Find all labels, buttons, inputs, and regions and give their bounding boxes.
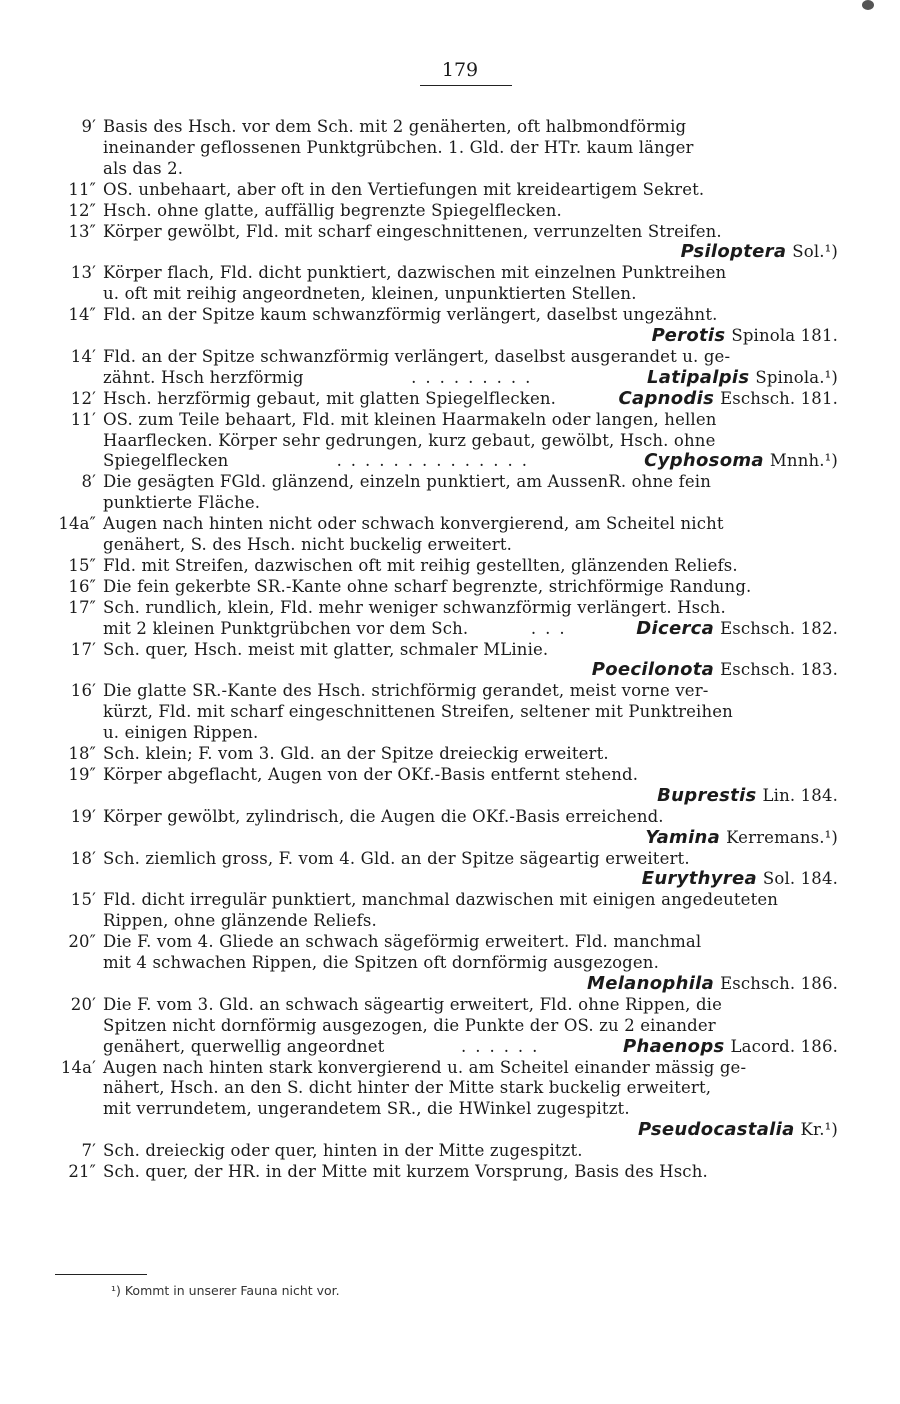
couplet-number: 17″ — [68, 597, 96, 617]
couplet-number: 16″ — [68, 576, 96, 596]
genus-name: Capnodis — [618, 387, 715, 409]
genus-author: Eschsch. 186. — [720, 973, 838, 993]
footnote-rule — [55, 1274, 147, 1275]
key-line-with-genus — [103, 617, 838, 639]
couplet-number: 16′ — [70, 681, 96, 701]
couplet-number: 11″ — [68, 179, 96, 199]
key-line: Fld. dicht irregulär punktiert, manchmal dazwischen mit einigen angedeuteten — [103, 890, 779, 910]
couplet-number: 14′ — [70, 346, 96, 366]
genus-author: Mnnh.¹) — [769, 451, 838, 471]
genus-line — [103, 661, 838, 679]
key-line-with-genus — [103, 387, 838, 409]
genus-name: Yamina — [645, 826, 721, 848]
couplet-number: 9′ — [81, 117, 96, 136]
couplet-number: 19″ — [68, 764, 96, 784]
leader-dots: ...... — [460, 1036, 547, 1056]
genus-line — [103, 327, 838, 345]
genus-author: Lin. 184. — [762, 785, 838, 805]
couplet-number: 13′ — [70, 263, 96, 283]
couplet-number: 18″ — [68, 744, 96, 763]
key-line: u. einigen Rippen. — [103, 723, 259, 743]
genus-line — [103, 1121, 838, 1139]
genus-name: Eurythyrea — [641, 868, 757, 890]
couplet-number: 20″ — [68, 932, 96, 952]
couplet-number: 7′ — [81, 1141, 96, 1161]
key-line: Hsch. ohne glatte, auffällig begrenzte Spiegelflecken. — [103, 200, 562, 220]
key-line: Basis des Hsch. vor dem Sch. mit 2 genäherten, oft halbmondförmig — [103, 117, 687, 136]
leader-dots: .............. — [336, 451, 536, 471]
key-line: Körper abgeflacht, Augen von der OKf.-Basis entfernt stehend. — [103, 764, 639, 784]
key-line: als das 2. — [103, 158, 184, 178]
genus-name: Dicerca — [636, 617, 715, 639]
genus-author: Eschsch. 183. — [720, 660, 838, 680]
key-line: Spitzen nicht dornförmig ausgezogen, die Punkte der OS. zu 2 einander — [103, 1015, 716, 1035]
key-text: Hsch. herzförmig gebaut, mit glatten Spiegelflecken. — [103, 388, 557, 408]
key-text: mit 2 kleinen Punktgrübchen vor dem Sch. — [103, 618, 469, 638]
key-line: genähert, S. des Hsch. nicht buckelig erweitert. — [103, 535, 513, 554]
key-line: Die fein gekerbte SR.-Kante ohne scharf begrenzte, strichförmige Randung. — [103, 576, 752, 596]
key-text: zähnt. Hsch herzförmig — [103, 367, 304, 387]
genus-name: Pseudocastalia — [638, 1119, 795, 1141]
key-line: Augen nach hinten stark konvergierend u. am Scheitel einander mässig ge- — [103, 1057, 747, 1077]
couplet-number: 15″ — [68, 555, 96, 575]
key-text: Spiegelflecken — [103, 451, 229, 471]
genus-line — [103, 784, 838, 806]
key-line: Sch. dreieckig oder quer, hinten in der Mitte zugespitzt. — [103, 1141, 583, 1161]
genus-author: Lacord. 186. — [730, 1036, 838, 1056]
leader-dots: ... — [530, 618, 574, 638]
key-line: nähert, Hsch. an den S. dicht hinter der Mitte stark buckelig erweitert, — [103, 1078, 712, 1098]
genus-author: Spinola 181. — [731, 326, 838, 345]
footnote: ¹) Kommt in unserer Fauna nicht vor. — [111, 1283, 340, 1298]
key-line: Die F. vom 4. Gliede an schwach sägeförmig erweitert. Fld. manchmal — [103, 932, 702, 952]
key-line: kürzt, Fld. mit scharf eingeschnittenen Streifen, seltener mit Punktreihen — [103, 702, 733, 722]
key-line: mit verrundetem, ungerandetem SR., die HWinkel zugespitzt. — [103, 1099, 630, 1119]
genus-author: Sol.¹) — [792, 242, 838, 262]
key-line: Sch. klein; F. vom 3. Gld. an der Spitze dreieckig erweitert. — [103, 744, 609, 763]
key-line: u. oft mit reihig angeordneten, kleinen, unpunktierten Stellen. — [103, 284, 637, 304]
genus-name: Phaenops — [623, 1035, 725, 1057]
couplet-number: 18′ — [70, 848, 96, 868]
key-line: Haarflecken. Körper sehr gedrungen, kurz gebaut, gewölbt, Hsch. ohne — [103, 430, 716, 450]
couplet-number: 8′ — [81, 472, 96, 492]
genus-name: Melanophila — [586, 972, 715, 994]
genus-line — [103, 972, 838, 994]
couplet-number: 11′ — [70, 409, 96, 429]
key-line: Körper gewölbt, Fld. mit scharf eingeschnittenen, verrunzelten Streifen. — [103, 221, 722, 241]
key-line: Körper flach, Fld. dicht punktiert, dazwischen mit einzelnen Punktreihen — [103, 263, 727, 283]
genus-author: Sol. 184. — [762, 869, 838, 889]
couplet-number: 13″ — [68, 221, 96, 241]
couplet-number: 14a″ — [58, 514, 96, 534]
key-line-with-genus — [103, 1035, 838, 1057]
key-line: Sch. ziemlich gross, F. vom 4. Gld. an der Spitze sägeartig erweitert. — [103, 848, 690, 868]
page-number: 179 — [441, 59, 479, 81]
key-line: Fld. an der Spitze kaum schwanzförmig verlängert, daselbst ungezähnt. — [103, 305, 718, 325]
genus-name: Cyphosoma — [644, 450, 764, 472]
key-text: genähert, querwellig angeordnet — [103, 1036, 385, 1056]
couplet-number: 12″ — [68, 200, 96, 220]
genus-line — [103, 826, 838, 848]
key-line: Sch. rundlich, klein, Fld. mehr weniger schwanzförmig verlängert. Hsch. — [103, 597, 726, 617]
genus-name: Perotis — [651, 325, 726, 346]
genus-author: Spinola.¹) — [755, 367, 838, 387]
key-line: Rippen, ohne glänzende Reliefs. — [103, 911, 377, 931]
genus-name: Psiloptera — [680, 241, 787, 263]
leader-dots: ......... — [411, 367, 540, 387]
key-line: ineinander geflossenen Punktgrübchen. 1. Gld. der HTr. kaum länger — [103, 137, 694, 157]
genus-author: Kerremans.¹) — [726, 827, 838, 847]
couplet-number: 19′ — [70, 806, 96, 826]
couplet-number: 12′ — [70, 388, 96, 408]
key-line: Die gesägten FGld. glänzend, einzeln punktiert, am AussenR. ohne fein — [103, 472, 711, 492]
key-line: punktierte Fläche. — [103, 493, 261, 513]
key-line: Die glatte SR.-Kante des Hsch. strichförmig gerandet, meist vorne ver- — [103, 681, 709, 701]
key-line: Die F. vom 3. Gld. an schwach sägeartig erweitert, Fld. ohne Rippen, die — [103, 994, 723, 1014]
key-line: Körper gewölbt, zylindrisch, die Augen die OKf.-Basis erreichend. — [103, 806, 664, 826]
couplet-number: 14a′ — [60, 1057, 96, 1077]
key-line: OS. zum Teile behaart, Fld. mit kleinen Haarmakeln oder langen, hellen — [103, 409, 717, 429]
genus-line — [103, 870, 838, 888]
couplet-number: 21″ — [68, 1162, 96, 1181]
genus-name: Buprestis — [657, 784, 757, 806]
genus-name: Latipalpis — [647, 366, 750, 388]
genus-author: Eschsch. 182. — [720, 618, 838, 638]
couplet-number: 15′ — [70, 890, 96, 910]
couplet-number: 20′ — [70, 994, 96, 1014]
genus-line — [103, 243, 838, 261]
couplet-number: 14″ — [68, 305, 96, 325]
key-line: Sch. quer, der HR. in der Mitte mit kurzem Vorsprung, Basis des Hsch. — [103, 1162, 708, 1181]
key-line: Fld. an der Spitze schwanzförmig verlängert, daselbst ausgerandet u. ge- — [103, 346, 731, 366]
key-line-with-genus — [103, 452, 838, 470]
genus-author: Kr.¹) — [800, 1120, 838, 1140]
key-line: mit 4 schwachen Rippen, die Spitzen oft dornförmig ausgezogen. — [103, 953, 659, 972]
key-line: Augen nach hinten nicht oder schwach konvergierend, am Scheitel nicht — [103, 514, 724, 534]
key-line: Sch. quer, Hsch. meist mit glatter, schmaler MLinie. — [103, 639, 549, 659]
header-rule — [420, 85, 512, 86]
key-line: OS. unbehaart, aber oft in den Vertiefungen mit kreideartigem Sekret. — [103, 179, 705, 199]
couplet-number: 17′ — [70, 639, 96, 659]
ink-spot — [862, 0, 874, 10]
genus-author: Eschsch. 181. — [720, 388, 838, 408]
key-line-with-genus — [103, 366, 838, 388]
genus-name: Poecilonota — [591, 659, 715, 681]
key-line: Fld. mit Streifen, dazwischen oft mit reihig gestellten, glänzenden Reliefs. — [103, 555, 738, 575]
